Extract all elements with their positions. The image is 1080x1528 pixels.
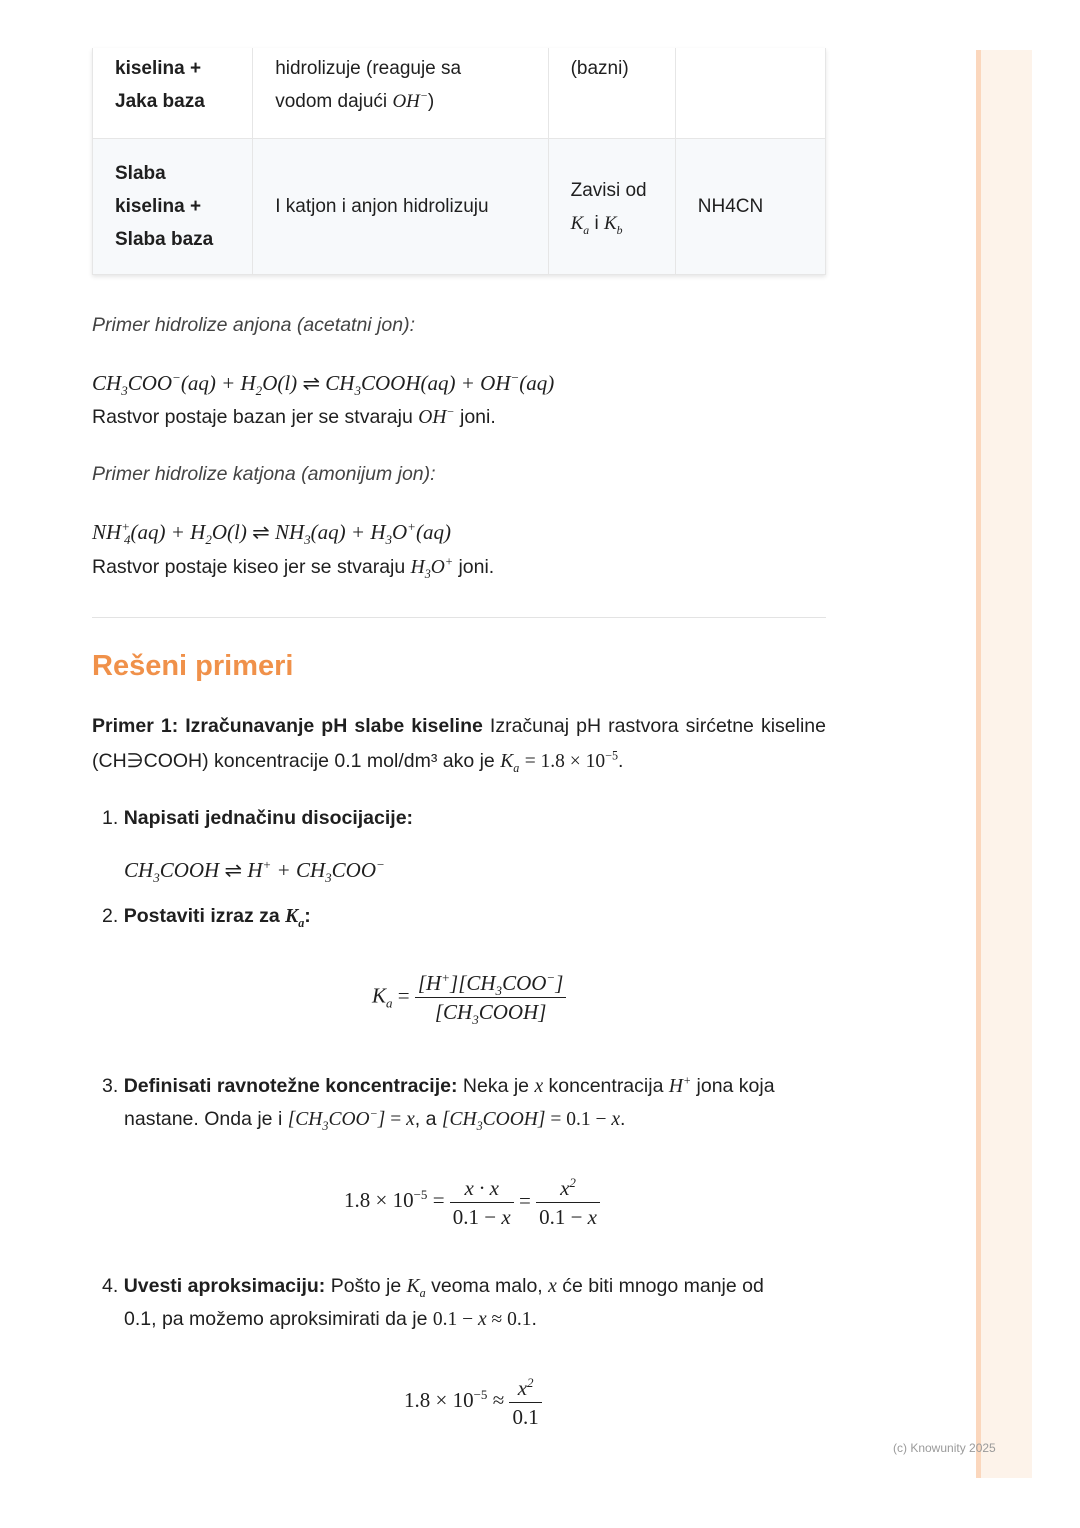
step-number: 1.: [102, 807, 119, 829]
oh-text: OH: [392, 91, 420, 112]
anion-example-label: Primer hidrolize anjona (acetatni jon):: [92, 314, 415, 336]
table-cell: [93, 48, 253, 139]
step-3-cont: nastane. Onda je i $[CH_3COO^-] = x$, a $[CH_3COOH] = 0.1 - x$.: [124, 1106, 626, 1133]
cell-text: Zavisi od: [570, 179, 647, 201]
step-text: 0.1, pa možemo aproksimirati da je: [124, 1308, 428, 1330]
cell-text: [275, 85, 525, 118]
cell-text: hidrolizuje (reaguje sa: [275, 58, 462, 79]
copyright-text: (c) Knowunity 2025: [893, 1441, 996, 1455]
step-number: 4.: [102, 1275, 119, 1297]
section-divider: [92, 617, 826, 618]
step-4-cont: 0.1, pa možemo aproksimirati da je 0.1 − x ≈ 0.1.: [124, 1308, 537, 1330]
section-title: Rešeni primeri: [92, 650, 294, 682]
equilibrium-equation: $1.8 \times 10^{-5}$ = $\frac{x \cdot x}{0.1 - x}$ = $\frac{x^2}{0.1 - x}$: [344, 1175, 600, 1230]
cell-text: (bazni): [570, 58, 629, 79]
cell-text: I katjon i anjon hidrolizuju: [275, 196, 489, 217]
step-title: Definisati ravnotežne koncentracije:: [123, 1075, 458, 1097]
step-2: 2. Postaviti izraz za $K_a$:: [102, 905, 311, 930]
step-number: 2.: [102, 905, 119, 927]
cell-text-part: vodom dajući: [275, 91, 393, 112]
table-row: [93, 139, 826, 275]
table-cell: [253, 139, 548, 275]
table-cell: [548, 48, 675, 139]
anion-result: Rastvor postaje bazan jer se stvaraju OH− joni.: [92, 404, 496, 428]
step-text: Pošto je: [330, 1275, 402, 1297]
step-4: 4. Uvesti aproksimaciju: Pošto je $K_a$ veoma malo, x će biti mnogo manje od: [102, 1275, 764, 1300]
step-3: 3. Definisati ravnotežne koncentracije: Neka je x koncentracija H+ jona koja: [102, 1073, 775, 1097]
step-title: Uvesti aproksimaciju:: [123, 1275, 326, 1297]
step-1: [102, 802, 413, 835]
step-text: Neka je: [462, 1075, 530, 1097]
anion-equation: $CH_3COO^-(aq) + H_2O(l)$ ⇌ $CH_3COOH(aq) + OH^-(aq)$: [92, 370, 555, 399]
table-cell: [548, 139, 675, 275]
example1-intro: Primer 1: Izračunavanje pH slabe kiseline Izračunaj pH rastvora sirćetne kiseline (CH∋COOH) koncentracije 0.1 mol/dm³ ako je $K_a = 1.8 \times 10^{-5}$.: [92, 715, 826, 775]
step-text: veoma malo,: [431, 1275, 543, 1297]
oh-formula: OH−: [392, 89, 428, 112]
step-number: 3.: [102, 1075, 119, 1097]
example1-text: Izračunaj pH rastvora sirćetne kiseline (CH∋COOH) koncentracije 0.1 mol/dm³ ako je: [92, 715, 826, 772]
cell-text-part: i: [594, 212, 599, 234]
cation-result: Rastvor postaje kiseo jer se stvaraju $H_3O^+$ joni.: [92, 554, 495, 581]
anion-result-text: Rastvor postaje bazan jer se stvaraju: [92, 406, 413, 428]
step-title: Napisati jednačinu disocijacije:: [123, 807, 414, 829]
cell-text: $K_a$ i $K_b$: [570, 212, 623, 237]
cell-text: Slaba baza: [115, 229, 214, 250]
cell-text-part: ): [427, 91, 435, 112]
ka-expression: $K_a$ = $\frac{[H^+][CH_3COO^-]}{[CH_3COOH]}$: [372, 970, 566, 1025]
anion-result-text: joni.: [460, 406, 496, 428]
dissociation-equation: $CH_3COOH$ ⇌ $H^+ + CH_3COO^-$: [124, 857, 385, 886]
example1-title: Primer 1: Izračunavanje pH slabe kiseline: [92, 715, 483, 737]
page-side-border: [976, 50, 981, 1478]
cell-text: NH4CN: [697, 196, 764, 217]
table-cell: [253, 48, 548, 139]
step-text: koncentracija: [548, 1075, 664, 1097]
step-text: nastane. Onda je i: [124, 1108, 283, 1130]
cell-text: kiselina +: [115, 196, 202, 217]
ka-exponent: −5: [605, 748, 619, 763]
table-cell: [675, 48, 825, 139]
table-cell: [93, 139, 253, 275]
cation-result-text: joni.: [458, 556, 495, 578]
step-title: Postaviti izraz za: [123, 905, 280, 927]
cation-example-label: Primer hidrolize katjona (amonijum jon):: [92, 463, 436, 485]
cation-result-text: Rastvor postaje kiseo jer se stvaraju: [92, 556, 406, 578]
approximation-equation: $1.8 \times 10^{-5}$ ≈ $\frac{x^2}{0.1}$: [404, 1375, 542, 1430]
step-text: će biti mnogo manje od: [562, 1275, 764, 1297]
page-side-panel: [976, 50, 1032, 1478]
step-text: , a: [414, 1108, 437, 1130]
cell-text: Slaba: [115, 163, 166, 184]
step-text: jona koja: [696, 1075, 775, 1097]
cell-text: Jaka baza: [115, 91, 205, 112]
cation-equation: $NH^+_4(aq) + H_2O(l)$ ⇌ $NH_3(aq) + H_3O^+(aq)$: [92, 519, 451, 548]
ka-value: = 1.8 × 10: [524, 751, 606, 772]
table-row: [93, 48, 826, 139]
hydrolysis-table: [92, 48, 826, 275]
table-cell: [675, 139, 825, 275]
cell-text: kiselina +: [115, 58, 202, 79]
